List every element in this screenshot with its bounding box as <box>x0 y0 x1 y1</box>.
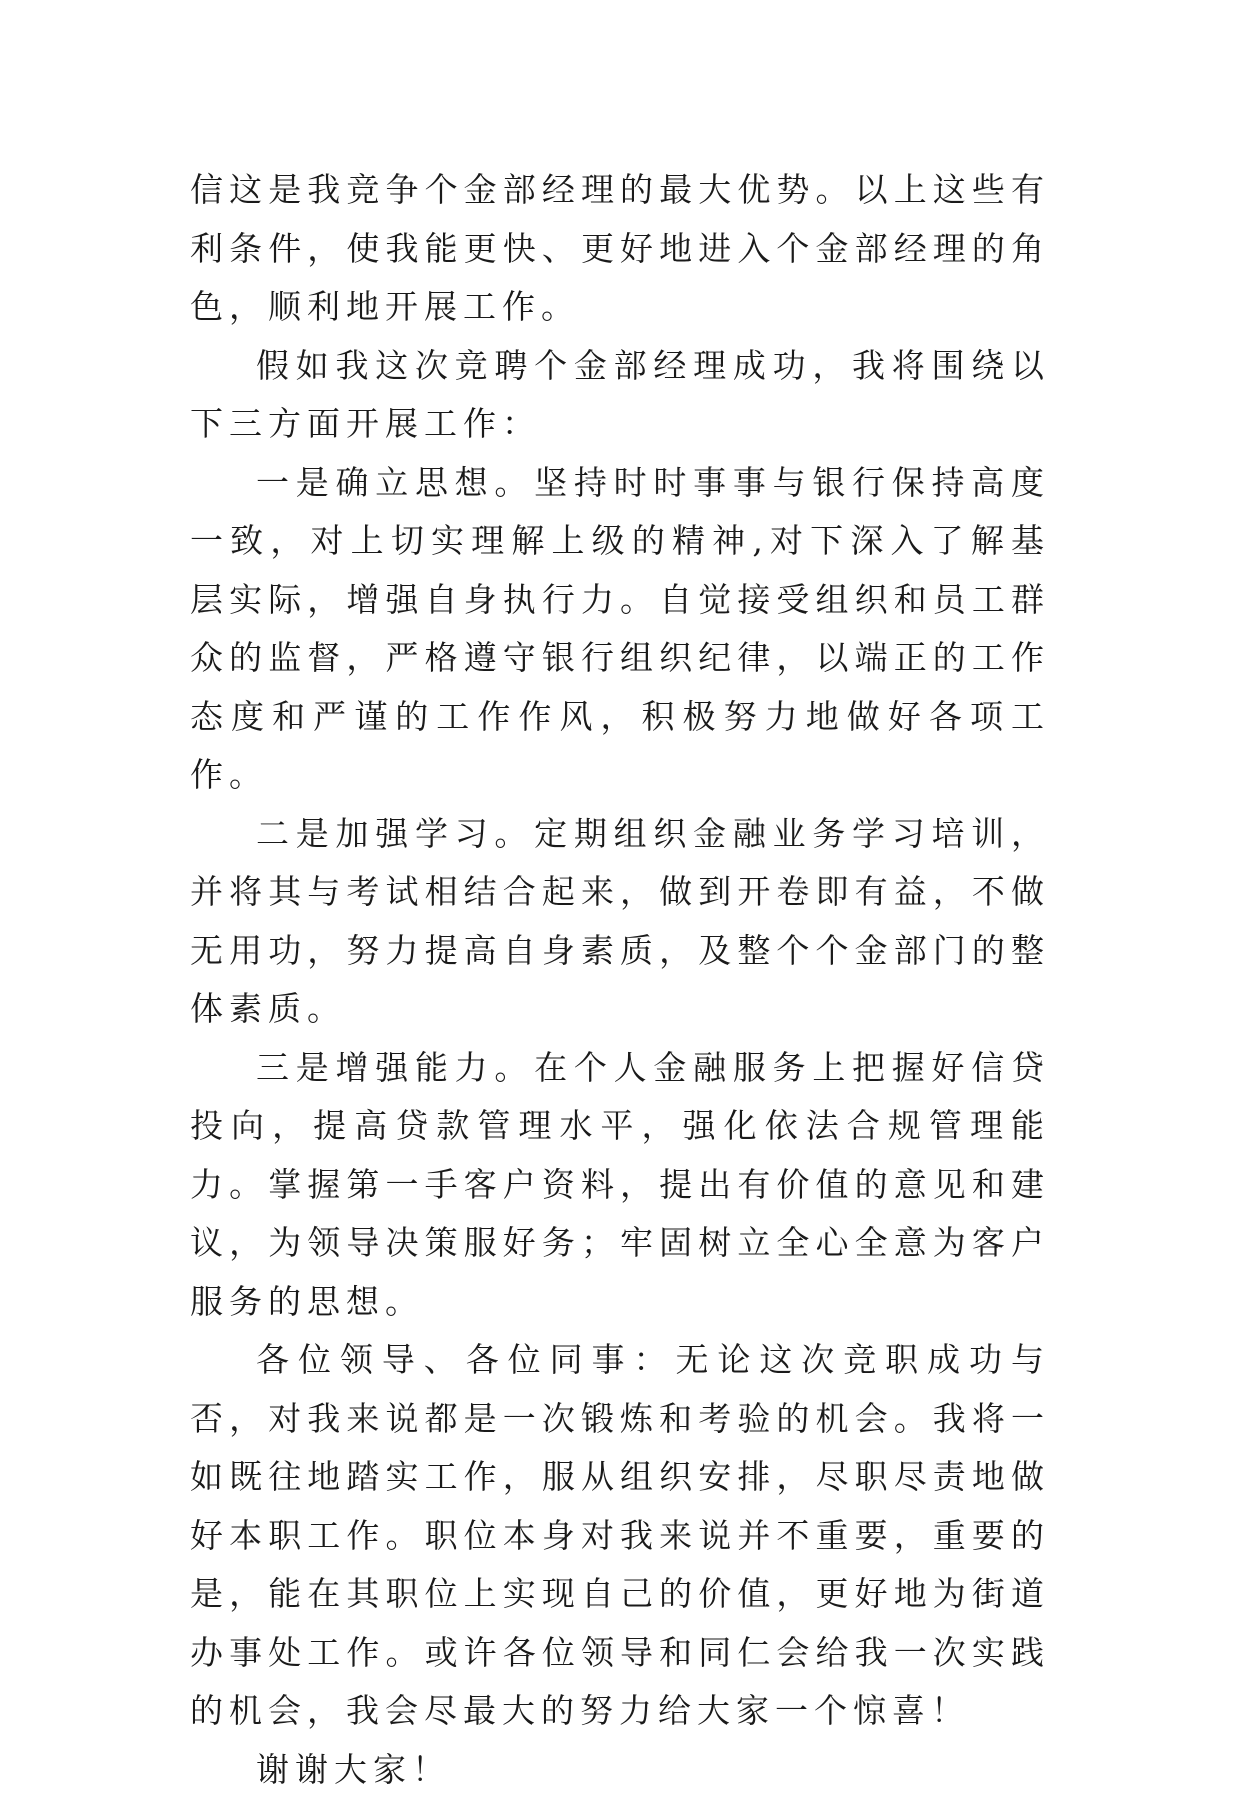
paragraph-continued-advantage: 信这是我竞争个金部经理的最大优势。以上这些有利条件，使我能更快、更好地进入个金部经理的角色，顺利地开展工作。 <box>190 161 1050 337</box>
paragraph-point-three: 三是增强能力。在个人金融服务上把握好信贷投向，提高贷款管理水平，强化依法合规管理能力。掌握第一手客户资料，提出有价值的意见和建议，为领导决策服好务；牢固树立全心全意为客户服务的思想。 <box>190 1039 1050 1332</box>
paragraph-point-one: 一是确立思想。坚持时时事事与银行保持高度一致，对上切实理解上级的精神,对下深入了解基层实际，增强自身执行力。自觉接受组织和员工群众的监督，严格遵守银行组织纪律，以端正的工作态度和严谨的工作作风，积极努力地做好各项工作。 <box>190 454 1050 805</box>
paragraph-work-plan-intro: 假如我这次竞聘个金部经理成功，我将围绕以下三方面开展工作： <box>190 337 1050 454</box>
paragraph-thanks: 谢谢大家！ <box>190 1741 1050 1799</box>
paragraph-point-two: 二是加强学习。定期组织金融业务学习培训，并将其与考试相结合起来，做到开卷即有益，不做无用功，努力提高自身素质，及整个个金部门的整体素质。 <box>190 805 1050 1039</box>
document-body <box>190 161 1050 1799</box>
paragraph-closing-remarks: 各位领导、各位同事：无论这次竞职成功与否，对我来说都是一次锻炼和考验的机会。我将一如既往地踏实工作，服从组织安排，尽职尽责地做好本职工作。职位本身对我来说并不重要，重要的是，能在其职位上实现自己的价值，更好地为街道办事处工作。或许各位领导和同仁会给我一次实践的机会，我会尽最大的努力给大家一个惊喜！ <box>190 1331 1050 1741</box>
